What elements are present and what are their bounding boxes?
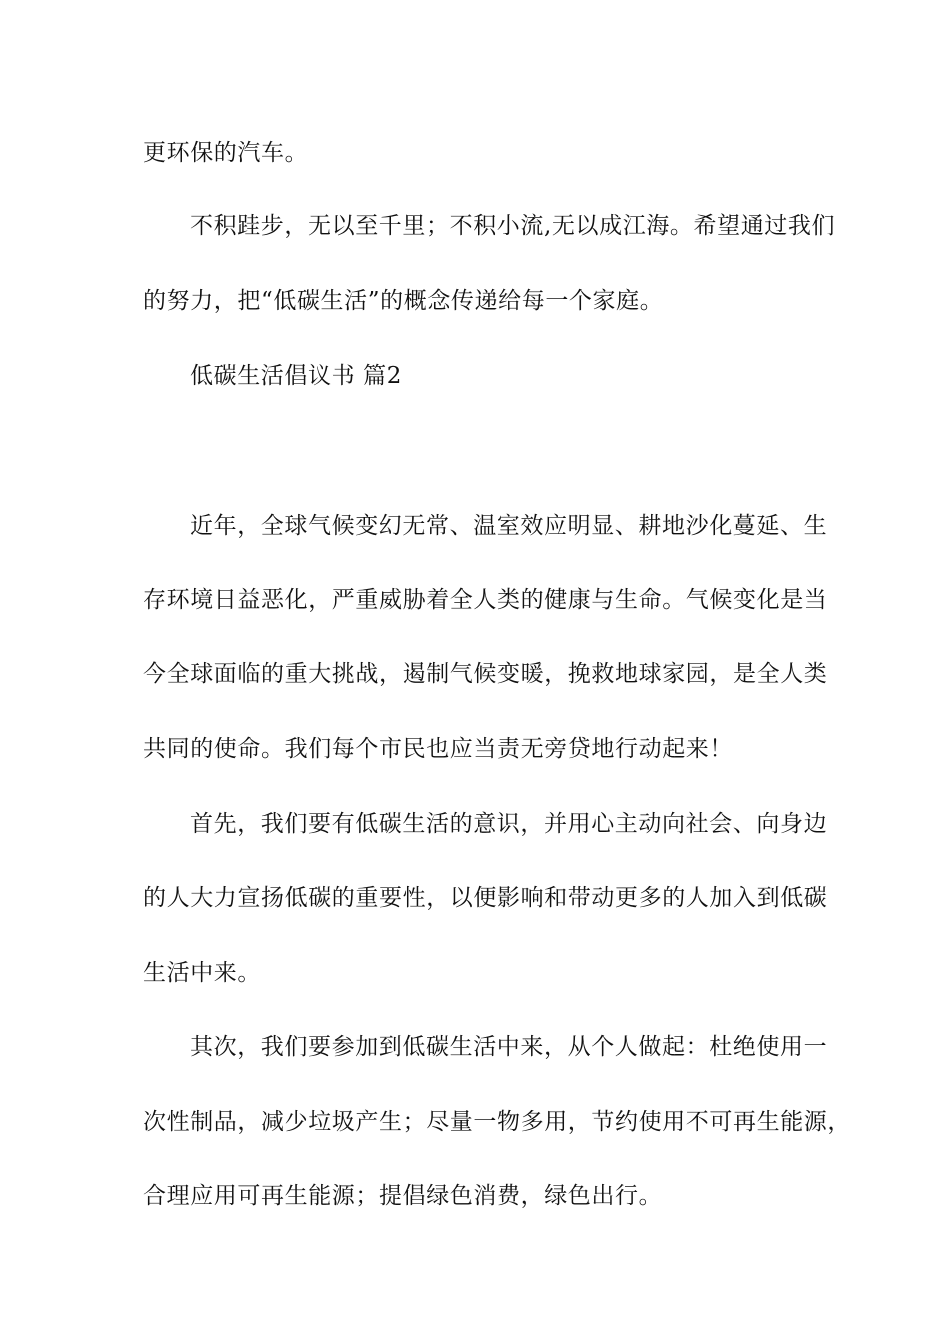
paragraph-line: 更环保的汽车。 <box>143 140 309 166</box>
paragraph-line: 其次，我们要参加到低碳生活中来，从个人做起：杜绝使用一 <box>190 1034 828 1060</box>
paragraph-line: 的努力，把“低碳生活”的概念传递给每一个家庭。 <box>143 288 664 314</box>
paragraph-line: 今全球面临的重大挑战，遏制气候变暖，挽救地球家园，是全人类 <box>143 661 828 687</box>
paragraph-line: 近年，全球气候变幻无常、温室效应明显、耕地沙化蔓延、生 <box>190 513 828 539</box>
paragraph-line: 首先，我们要有低碳生活的意识，并用心主动向社会、向身边 <box>190 811 828 837</box>
paragraph-line: 次性制品，减少垃圾产生；尽量一物多用，节约使用不可再生能源， <box>143 1109 851 1135</box>
section-heading: 低碳生活倡议书 篇2 <box>190 363 402 389</box>
paragraph-line: 的人大力宣扬低碳的重要性，以便影响和带动更多的人加入到低碳 <box>143 885 828 911</box>
paragraph-line: 合理应用可再生能源；提倡绿色消费，绿色出行。 <box>143 1183 663 1209</box>
paragraph-line: 不积跬步，无以至千里；不积小流,无以成江海。希望通过我们 <box>190 213 836 239</box>
paragraph-line: 存环境日益恶化，严重威胁着全人类的健康与生命。气候变化是当 <box>143 587 828 613</box>
paragraph-line: 共同的使命。我们每个市民也应当责无旁贷地行动起来！ <box>143 736 733 762</box>
paragraph-line: 生活中来。 <box>143 960 261 986</box>
